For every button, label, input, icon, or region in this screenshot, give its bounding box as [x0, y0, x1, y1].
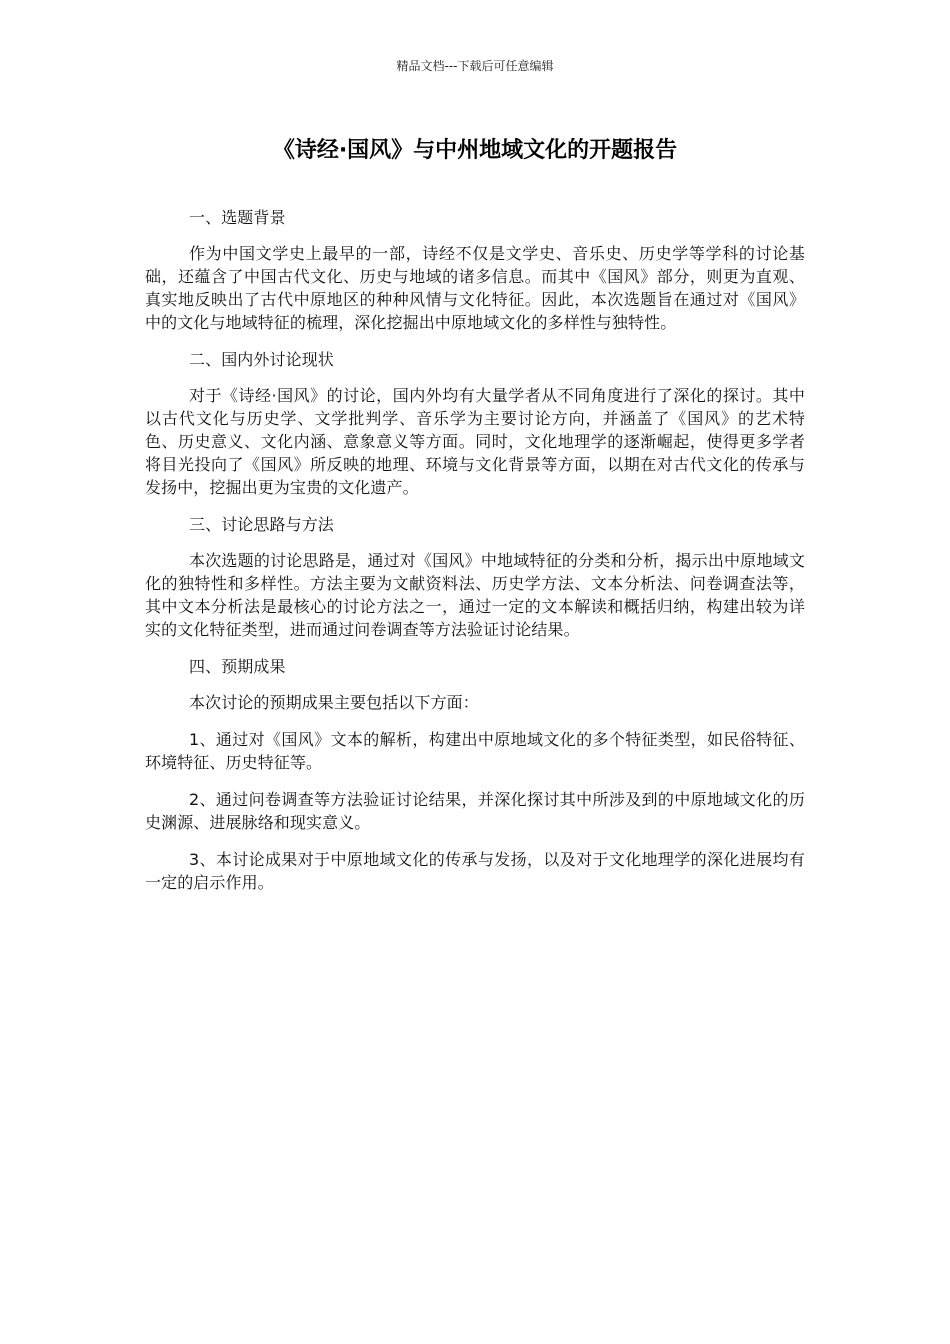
paragraph-expected-result-3: 3、本讨论成果对于中原地域文化的传承与发扬，以及对于文化地理学的深化进展均有一定的启示作用。 [145, 850, 805, 892]
document-title: 《诗经·国风》与中州地域文化的开题报告 [272, 138, 678, 163]
section-heading-methods: 三、讨论思路与方法 [189, 515, 334, 534]
section-heading-expected-results: 四、预期成果 [189, 657, 286, 676]
paragraph-research-status: 对于《诗经·国风》的讨论，国内外均有大量学者从不同角度进行了深化的探讨。其中以古代文化与历史学、文学批判学、音乐学为主要讨论方向，并涵盖了《国风》的艺术特色、历史意义、文化内涵、意象意义等方面。同时，文化地理学的逐渐崛起，使得更多学者将目光投向了《国风》所反映的地理、环境与文化背景等方面，以期在对古代文化的传承与发扬中，挖掘出更为宝贵的文化遗产。 [145, 386, 805, 497]
paragraph-background: 作为中国文学史上最早的一部，诗经不仅是文学史、音乐史、历史学等学科的讨论基础，还蕴含了中国古代文化、历史与地域的诸多信息。而其中《国风》部分，则更为直观、真实地反映出了古代中原地区的种种风情与文化特征。因此，本次选题旨在通过对《国风》中的文化与地域特征的梳理，深化挖掘出中原地域文化的多样性与独特性。 [145, 244, 805, 332]
section-heading-research-status: 二、国内外讨论现状 [189, 350, 334, 369]
page-header-note: 精品文档---下载后可任意编辑 [396, 59, 554, 73]
paragraph-methods: 本次选题的讨论思路是，通过对《国风》中地域特征的分类和分析，揭示出中原地域文化的独特性和多样性。方法主要为文献资料法、历史学方法、文本分析法、问卷调查法等，其中文本分析法是最核心的讨论方法之一，通过一定的文本解读和概括归纳，构建出较为详实的文化特征类型，进而通过问卷调查等方法验证讨论结果。 [145, 551, 805, 639]
section-heading-background: 一、选题背景 [189, 208, 286, 227]
paragraph-expected-result-2: 2、通过问卷调查等方法验证讨论结果，并深化探讨其中所涉及到的中原地域文化的历史渊源、进展脉络和现实意义。 [145, 790, 805, 832]
paragraph-expected-result-1: 1、通过对《国风》文本的解析，构建出中原地域文化的多个特征类型，如民俗特征、环境特征、历史特征等。 [145, 730, 805, 772]
document-body [145, 206, 805, 908]
paragraph-expected-results-intro: 本次讨论的预期成果主要包括以下方面： [189, 693, 479, 712]
